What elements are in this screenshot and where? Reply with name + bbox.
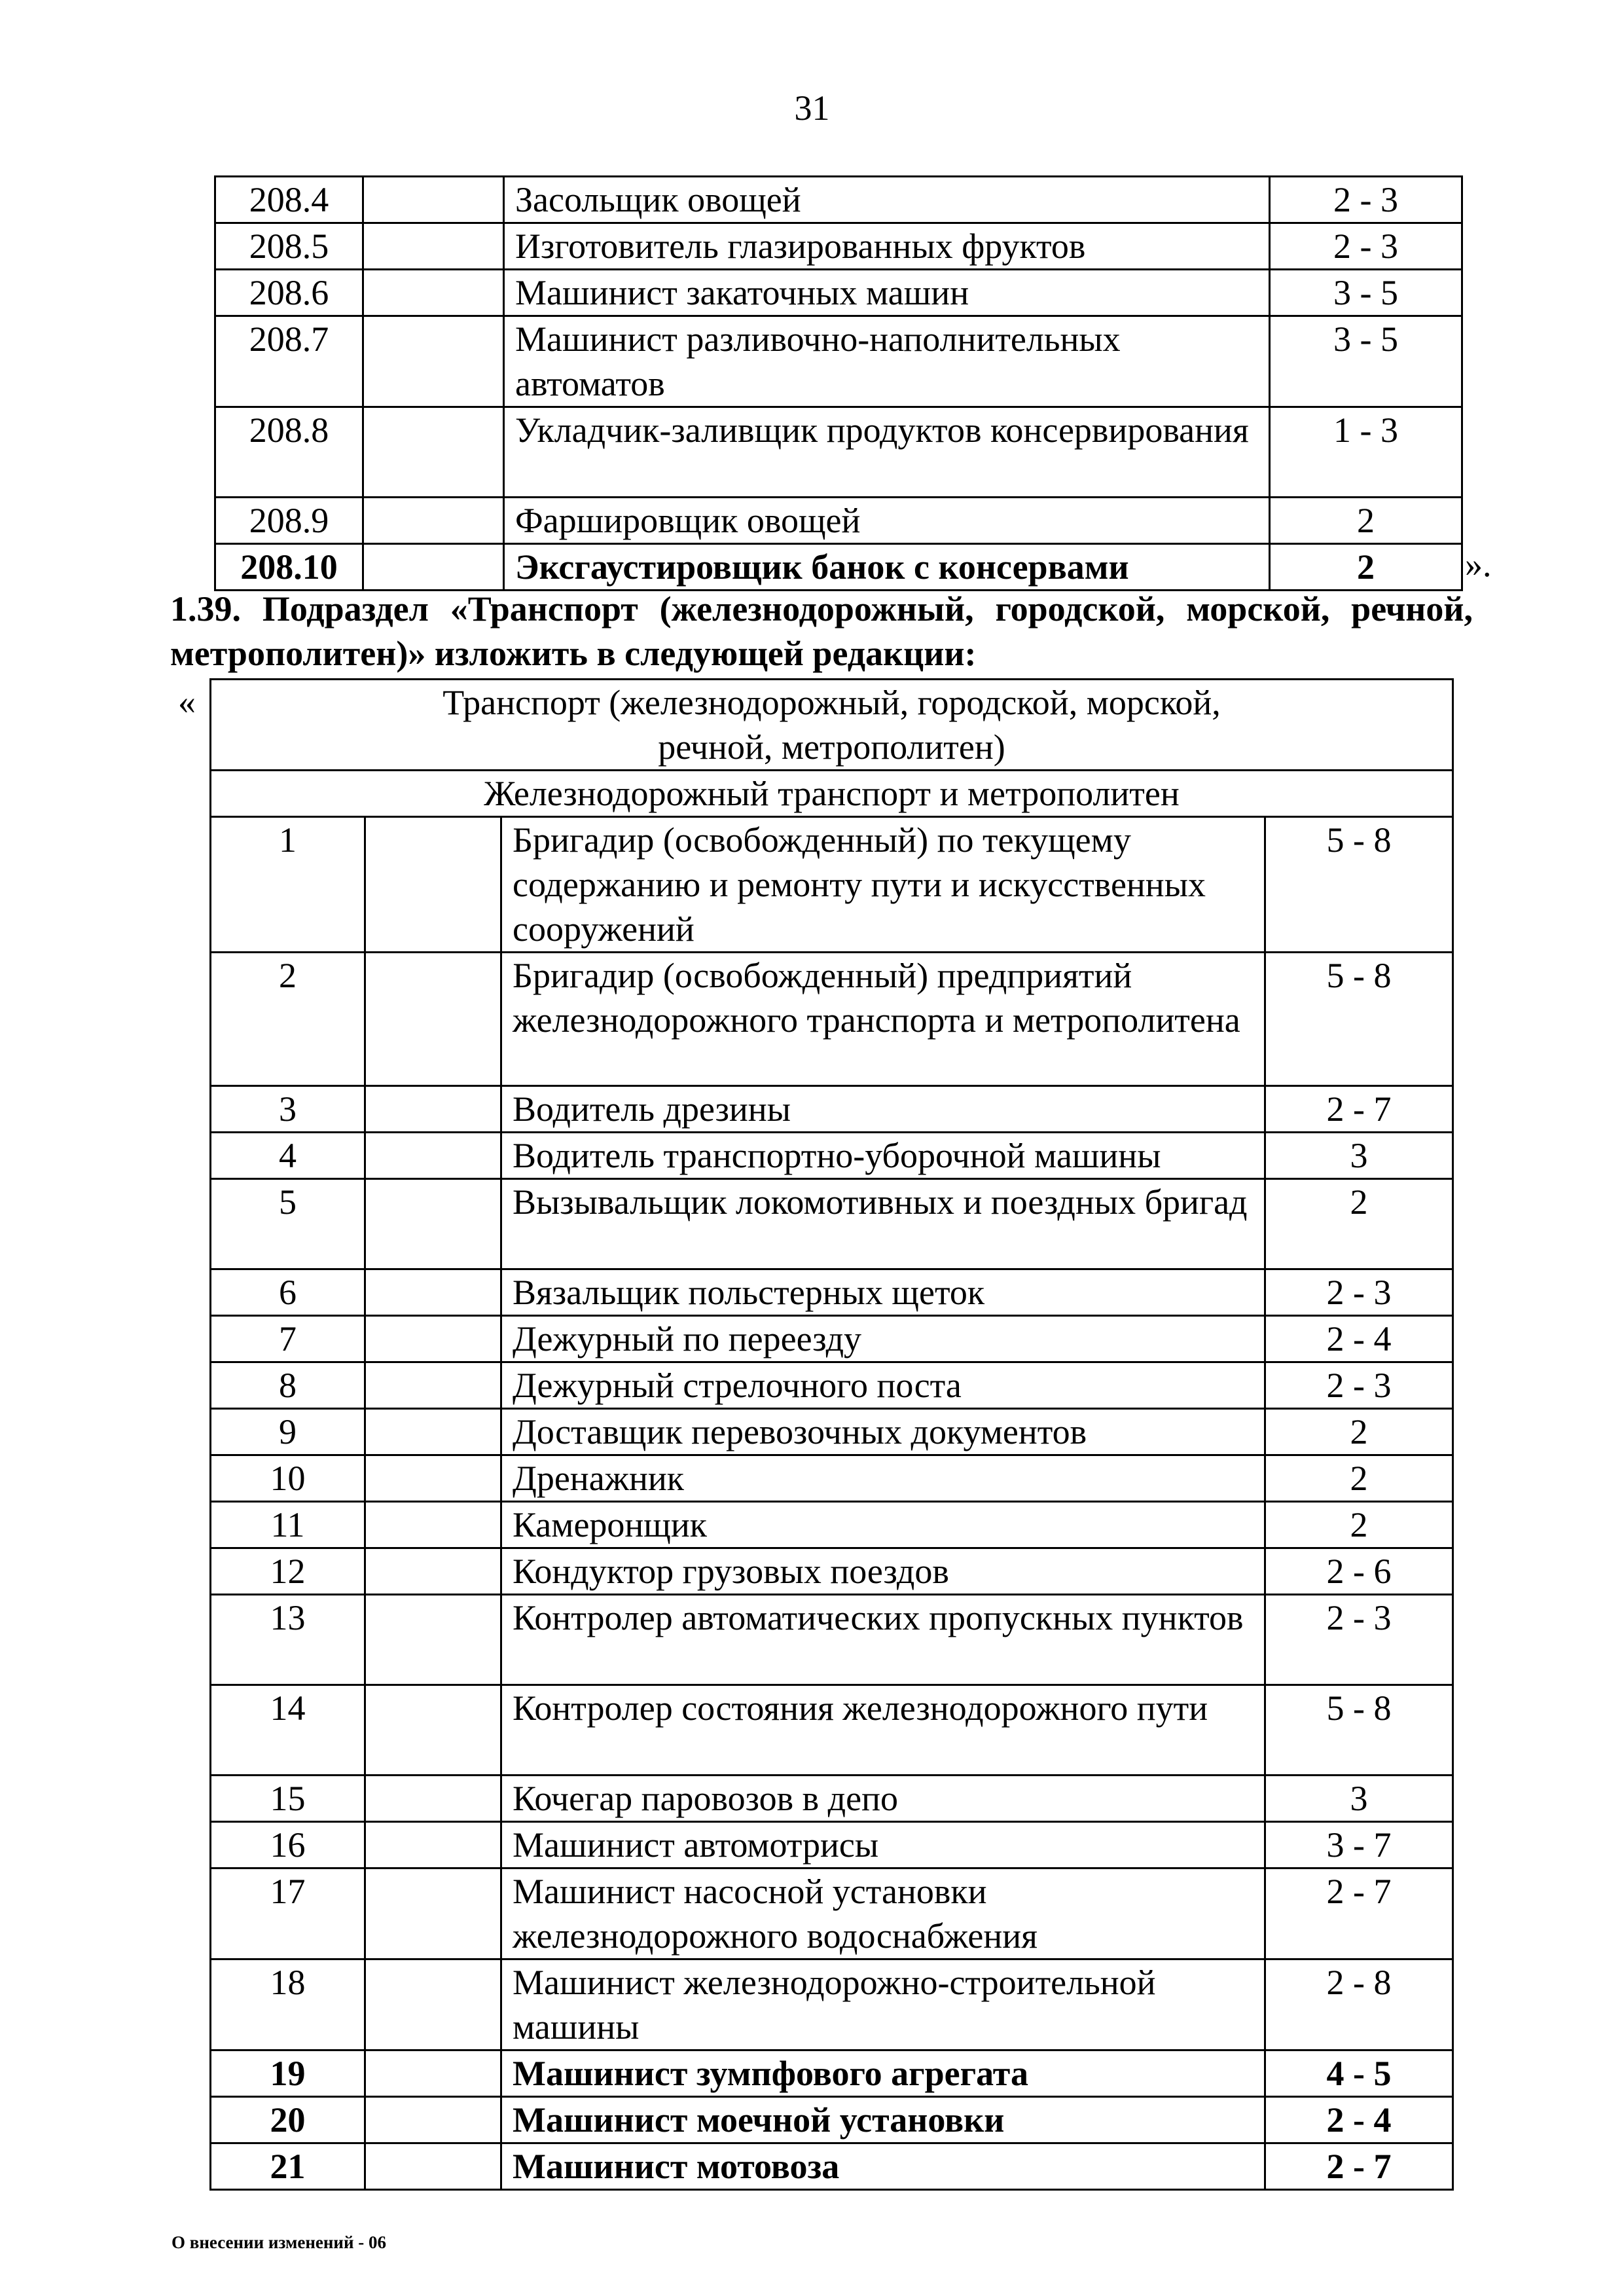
row-code: 2 bbox=[211, 953, 365, 1086]
row-name: Изготовитель глазированных фруктов bbox=[504, 223, 1270, 270]
row-blank bbox=[365, 2143, 501, 2190]
row-grade: 2 - 4 bbox=[1265, 1316, 1453, 1362]
row-code: 12 bbox=[211, 1548, 365, 1595]
table-food-professions bbox=[214, 175, 1463, 591]
row-code: 5 bbox=[211, 1179, 365, 1269]
row-blank bbox=[365, 1685, 501, 1776]
row-name: Вызывальщик локомотивных и поездных бригад bbox=[501, 1179, 1265, 1269]
table-title-row bbox=[211, 680, 1453, 771]
table-row bbox=[215, 407, 1462, 498]
row-blank bbox=[365, 1868, 501, 1959]
row-blank bbox=[363, 270, 504, 316]
table-row bbox=[211, 1868, 1453, 1959]
row-name: Доставщик перевозочных документов bbox=[501, 1409, 1265, 1455]
table-row bbox=[211, 1179, 1453, 1269]
row-code: 9 bbox=[211, 1409, 365, 1455]
row-code: 208.10 bbox=[215, 544, 363, 591]
row-grade: 3 - 7 bbox=[1265, 1822, 1453, 1868]
row-code: 16 bbox=[211, 1822, 365, 1868]
row-grade: 2 - 8 bbox=[1265, 1959, 1453, 2050]
row-code: 6 bbox=[211, 1269, 365, 1316]
table-row bbox=[211, 1822, 1453, 1868]
row-grade: 2 - 3 bbox=[1270, 177, 1462, 223]
row-blank bbox=[365, 1502, 501, 1548]
row-name: Вязальщик польстерных щеток bbox=[501, 1269, 1265, 1316]
table-row bbox=[211, 1409, 1453, 1455]
opening-quote: « bbox=[178, 682, 196, 721]
table-row bbox=[211, 1316, 1453, 1362]
table-row bbox=[211, 1685, 1453, 1776]
table-row bbox=[211, 953, 1453, 1086]
row-blank bbox=[365, 2050, 501, 2097]
row-name: Эксгаустировщик банок с консервами bbox=[504, 544, 1270, 591]
table-row bbox=[211, 1362, 1453, 1409]
row-name: Засольщик овощей bbox=[504, 177, 1270, 223]
row-name: Камеронщик bbox=[501, 1502, 1265, 1548]
row-grade: 2 - 7 bbox=[1265, 1086, 1453, 1133]
row-name: Контролер состояния железнодорожного пути bbox=[501, 1685, 1265, 1776]
table-row bbox=[215, 316, 1462, 407]
row-grade: 2 bbox=[1265, 1179, 1453, 1269]
row-grade: 4 - 5 bbox=[1265, 2050, 1453, 2097]
row-code: 11 bbox=[211, 1502, 365, 1548]
row-code: 208.6 bbox=[215, 270, 363, 316]
row-blank bbox=[365, 1822, 501, 1868]
row-grade: 3 bbox=[1265, 1776, 1453, 1822]
row-name: Дежурный по переезду bbox=[501, 1316, 1265, 1362]
row-blank bbox=[365, 1133, 501, 1179]
row-grade: 2 bbox=[1265, 1502, 1453, 1548]
table-row bbox=[211, 817, 1453, 953]
closing-quote: ». bbox=[1465, 545, 1492, 584]
table-row bbox=[211, 2143, 1453, 2190]
table-title: Транспорт (железнодорожный, городской, морской, речной, метрополитен) bbox=[211, 680, 1453, 771]
table-row bbox=[215, 223, 1462, 270]
row-blank bbox=[365, 1269, 501, 1316]
row-name: Машинист мотовоза bbox=[501, 2143, 1265, 2190]
row-name: Кондуктор грузовых поездов bbox=[501, 1548, 1265, 1595]
row-code: 15 bbox=[211, 1776, 365, 1822]
row-name: Фаршировщик овощей bbox=[504, 498, 1270, 544]
row-name: Водитель дрезины bbox=[501, 1086, 1265, 1133]
table-row bbox=[211, 1502, 1453, 1548]
table-row bbox=[211, 1133, 1453, 1179]
row-grade: 5 - 8 bbox=[1265, 817, 1453, 953]
row-name: Машинист разливочно-наполнительных автоматов bbox=[504, 316, 1270, 407]
table-row bbox=[211, 1548, 1453, 1595]
row-code: 208.8 bbox=[215, 407, 363, 498]
row-code: 8 bbox=[211, 1362, 365, 1409]
row-blank bbox=[363, 177, 504, 223]
row-grade: 3 - 5 bbox=[1270, 270, 1462, 316]
row-blank bbox=[363, 498, 504, 544]
row-blank bbox=[365, 1086, 501, 1133]
row-grade: 2 - 7 bbox=[1265, 1868, 1453, 1959]
row-code: 1 bbox=[211, 817, 365, 953]
table-row bbox=[215, 498, 1462, 544]
row-name: Бригадир (освобожденный) предприятий железнодорожного транспорта и метрополитена bbox=[501, 953, 1265, 1086]
row-name: Контролер автоматических пропускных пунктов bbox=[501, 1595, 1265, 1685]
table-row bbox=[211, 1595, 1453, 1685]
row-name: Машинист автомотрисы bbox=[501, 1822, 1265, 1868]
row-grade: 2 bbox=[1270, 544, 1462, 591]
table-subtitle-row bbox=[211, 771, 1453, 817]
row-name: Машинист насосной установки железнодорожного водоснабжения bbox=[501, 1868, 1265, 1959]
row-grade: 3 - 5 bbox=[1270, 316, 1462, 407]
row-blank bbox=[365, 2097, 501, 2143]
table-row bbox=[215, 177, 1462, 223]
footer-doc-id: О внесении изменений - 06 bbox=[171, 2232, 387, 2252]
row-blank bbox=[363, 223, 504, 270]
row-grade: 1 - 3 bbox=[1270, 407, 1462, 498]
row-code: 4 bbox=[211, 1133, 365, 1179]
row-code: 19 bbox=[211, 2050, 365, 2097]
row-grade: 5 - 8 bbox=[1265, 953, 1453, 1086]
row-blank bbox=[365, 1548, 501, 1595]
row-code: 7 bbox=[211, 1316, 365, 1362]
row-name: Машинист зумпфового агрегата bbox=[501, 2050, 1265, 2097]
table-row bbox=[211, 1086, 1453, 1133]
row-code: 208.4 bbox=[215, 177, 363, 223]
row-name: Укладчик-заливщик продуктов консервирования bbox=[504, 407, 1270, 498]
table-row bbox=[211, 2050, 1453, 2097]
row-grade: 2 - 7 bbox=[1265, 2143, 1453, 2190]
row-grade: 2 - 3 bbox=[1265, 1362, 1453, 1409]
table-transport-professions bbox=[209, 678, 1454, 2191]
row-grade: 2 bbox=[1265, 1455, 1453, 1502]
row-name: Машинист закаточных машин bbox=[504, 270, 1270, 316]
row-code: 13 bbox=[211, 1595, 365, 1685]
row-code: 18 bbox=[211, 1959, 365, 2050]
table-row bbox=[211, 2097, 1453, 2143]
row-blank bbox=[365, 1455, 501, 1502]
row-grade: 2 bbox=[1270, 498, 1462, 544]
row-code: 21 bbox=[211, 2143, 365, 2190]
paragraph-line-1: 1.39. Подраздел «Транспорт (железнодорожный, городской, морской, речной, bbox=[170, 589, 1473, 629]
row-grade: 2 - 3 bbox=[1265, 1269, 1453, 1316]
row-name: Кочегар паровозов в депо bbox=[501, 1776, 1265, 1822]
row-blank bbox=[365, 1776, 501, 1822]
row-name: Бригадир (освобожденный) по текущему содержанию и ремонту пути и искусственных сооружений bbox=[501, 817, 1265, 953]
page-number: 31 bbox=[794, 88, 830, 128]
row-code: 20 bbox=[211, 2097, 365, 2143]
row-grade: 2 - 3 bbox=[1270, 223, 1462, 270]
table-subtitle: Железнодорожный транспорт и метрополитен bbox=[211, 771, 1453, 817]
row-code: 14 bbox=[211, 1685, 365, 1776]
row-grade: 2 - 6 bbox=[1265, 1548, 1453, 1595]
row-grade: 2 - 4 bbox=[1265, 2097, 1453, 2143]
row-code: 208.9 bbox=[215, 498, 363, 544]
row-blank bbox=[365, 953, 501, 1086]
row-grade: 5 - 8 bbox=[1265, 1685, 1453, 1776]
row-blank bbox=[365, 1595, 501, 1685]
row-code: 208.7 bbox=[215, 316, 363, 407]
table-row bbox=[215, 544, 1462, 591]
row-name: Машинист железнодорожно-строительной машины bbox=[501, 1959, 1265, 2050]
table-row bbox=[211, 1959, 1453, 2050]
row-grade: 2 - 3 bbox=[1265, 1595, 1453, 1685]
row-code: 208.5 bbox=[215, 223, 363, 270]
row-blank bbox=[363, 316, 504, 407]
row-grade: 3 bbox=[1265, 1133, 1453, 1179]
row-blank bbox=[365, 1362, 501, 1409]
row-blank bbox=[365, 1179, 501, 1269]
row-name: Водитель транспортно-уборочной машины bbox=[501, 1133, 1265, 1179]
row-name: Дежурный стрелочного поста bbox=[501, 1362, 1265, 1409]
table-row bbox=[215, 270, 1462, 316]
row-blank bbox=[365, 1409, 501, 1455]
row-blank bbox=[365, 1316, 501, 1362]
row-code: 17 bbox=[211, 1868, 365, 1959]
row-blank bbox=[365, 817, 501, 953]
row-blank bbox=[363, 544, 504, 591]
table-row bbox=[211, 1455, 1453, 1502]
row-code: 3 bbox=[211, 1086, 365, 1133]
row-name: Дренажник bbox=[501, 1455, 1265, 1502]
table-row bbox=[211, 1776, 1453, 1822]
row-blank bbox=[365, 1959, 501, 2050]
table-row bbox=[211, 1269, 1453, 1316]
row-grade: 2 bbox=[1265, 1409, 1453, 1455]
row-blank bbox=[363, 407, 504, 498]
row-name: Машинист моечной установки bbox=[501, 2097, 1265, 2143]
paragraph-line-2: метрополитен)» изложить в следующей редакции: bbox=[170, 634, 977, 673]
row-code: 10 bbox=[211, 1455, 365, 1502]
